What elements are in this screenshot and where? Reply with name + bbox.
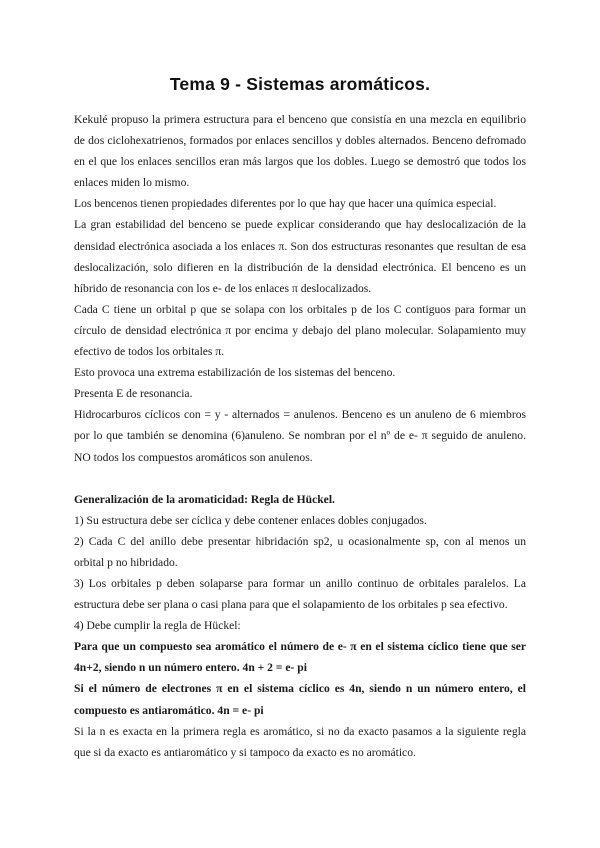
list-item-1: 1) Su estructura debe ser cíclica y debe contener enlaces dobles conjugados.	[74, 513, 427, 527]
rule-aromatic: Para que un compuesto sea aromático el número de e- π en el sistema cíclico tiene que ser 4n+2, siendo n un número entero. 4n + 2 = e- pi	[74, 640, 526, 675]
conclusion: Si la n es exacta en la primera regla es aromático, si no da exacto pasamos a la siguiente regla que si da exacto es antiaromático y si tampoco da exacto es no aromático.	[74, 724, 526, 759]
paragraph-orbitales: Cada C tiene un orbital p que se solapa con los orbitales p de los C contiguos para formar un círculo de densidad electrónica π por encima y debajo del plano molecular. Solapamiento muy efectivo de todos los orbitales π.	[74, 302, 526, 359]
paragraph-anulenos: Hidrocarburos cíclicos con = y - alternados = anulenos. Benceno es un anuleno de 6 miembros por lo que también se denomina (6)anuleno. Se nombran por el nº de e- π seguido de anuleno. NO todos los compuestos aromáticos son anulenos.	[74, 408, 526, 464]
paragraph-estabilidad: La gran estabilidad del benceno se puede explicar considerando que hay deslocalización de la densidad electrónica asociada a los enlaces π. Son dos estructuras resonantes que resultan de esa deslocalización, solo difieren en la distribución de la densidad electrónica. El benceno es un híbrido de resonancia con los e- de los enlaces π deslocalizados.	[74, 218, 526, 295]
rule-antiaromatic: Si el número de electrones π en el sistema cíclico es 4n, siendo n un número entero, el compuesto es antiaromático. 4n = e- pi	[74, 682, 526, 717]
list-item-2: 2) Cada C del anillo debe presentar hibridación sp2, u ocasionalmente sp, con al menos un orbital p no hibridado.	[74, 534, 526, 569]
paragraph-kekule: Kekulé propuso la primera estructura para el benceno que consistía en una mezcla en equilibrio de dos ciclohexatrienos, formados por enlaces sencillos y dobles alternados. Benceno defromado en el que los enlaces sencillos eran más largos que los dobles. Luego se demostró que todos los enlaces miden lo mismo.	[74, 113, 526, 190]
paragraph-estabilizacion: Esto provoca una extrema estabilización de los sistemas del benceno.	[74, 366, 396, 380]
paragraph-propiedades: Los bencenos tienen propiedades diferentes por lo que hay que hacer una química especial.	[74, 197, 497, 211]
section-heading: Generalización de la aromaticidad: Regla de Hückel.	[74, 492, 335, 506]
page-title: Tema 9 - Sistemas aromáticos.	[169, 74, 431, 94]
paragraph-resonancia: Presenta E de resonancia.	[74, 387, 193, 401]
list-item-4: 4) Debe cumplir la regla de Hückel:	[74, 619, 241, 633]
document-body	[74, 109, 526, 763]
list-item-3: 3) Los orbitales p deben solaparse para formar un anillo continuo de orbitales paralelos. La estructura debe ser plana o casi plana para que el solapamiento de los orbitales p sea efectivo.	[74, 576, 526, 612]
